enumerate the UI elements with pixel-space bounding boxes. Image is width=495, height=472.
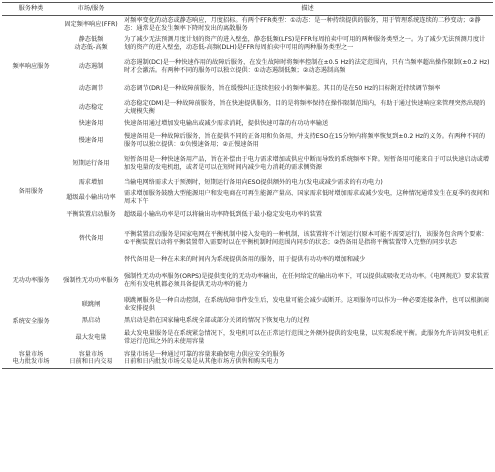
service-category: 系统安全服务 [12, 317, 50, 325]
service-description: 平衡装置启动服务是国家电网在平衡机制中接入发电的一种机制，该装置将不计划运行(原本可能不需要运行)，该服务包含两个要素：①平衡装置启动将平衡装置带入需要时以在平衡机制时间范围内同步的状态；②热备用是指将平衡装置带入完整的同步状态 [124, 230, 488, 246]
service-name: 容量市场 日前和日内交易 [60, 349, 122, 369]
service-name: 强制性无功功率服务 [63, 276, 119, 284]
service-description: 容量市场是一种通过可靠的容量来确保电力供应安全的服务 日前和日内批发市场交易是从其他市场方供售和购买电力 [122, 349, 493, 369]
service-name: 黑启动 [81, 316, 101, 324]
service-name: 平衡装置启动服务 [66, 210, 116, 218]
table-row [2, 315, 493, 327]
service-description: 快速备用通过增加发电输出或减少需求消耗，提供快速可靠的有功功率输送 [124, 120, 329, 128]
header-category: 服务种类 [2, 3, 60, 16]
table-row [2, 16, 493, 34]
table-row [2, 206, 493, 224]
service-description: 动态遏制(DC)是一种快速作用的故障后服务，在发生故障时将频率控制在±0.5 Hz的法定范围内，只有当频率超出操作限制(±0.2 Hz)时才会激活。有两种不同的服务可以独立提供：①动态遏制低频；②动态遏制高频 [124, 58, 490, 74]
service-description: 最大发电量服务是在系统紧急情况下，发电机可以在正常运行范围之外额外提供的发电量，以实现系统平衡。此服务允许访问发电机正常运行范围之外的未使用容量 [124, 329, 490, 345]
service-description: 联跳闸服务是一种自动控制，在系统故障事件发生后，发电量可能会减少或断开。这项服务可以作为一种必要连接条件，也可以根据商业安排提供 [124, 296, 490, 312]
service-description: 慢速备用是一种故障后服务，旨在提供不同的正备用和负备用，并支持ESO在15分钟内将频率恢复到±0.2 Hz的义务。有两种不同的服务可以独立提供：①负慢速备用；②正慢速备用 [124, 132, 486, 148]
table-row [2, 295, 493, 315]
service-name: 动态稳定 [78, 103, 104, 111]
service-description: 为了减少无法预测月度计划的资产的进入壁垒，静态低频(LFS)是FFR每周拍卖中可用的两种服务类型之一。为了减少无法预测月度计划的资产的进入壁垒，动态低-高频(DLH)是FFR每周拍卖中可用的两种服务类型之一 [124, 35, 486, 51]
table-row [2, 131, 493, 151]
service-description: 强制性无功功率服务(ORPS)是提供变化的无功功率输出，在任何给定的输出功率下，可以提供或吸收无功功率。《电网规范》要求装置在所有发电机都必须具备提供无功功率的能力 [124, 272, 490, 288]
service-description: 短暂备用是一种快速备用产品，旨在补偿由于电力需求增加或供应中断而导致的系统频率下降。短暂备用可能来自于可以快速启动或增加发电量的发电机组，或者是可以在短时间内减少电力消耗的需求侧资源 [124, 155, 490, 171]
service-name: 超级最小输出功率 [66, 193, 116, 201]
header-description: 描述 [122, 3, 493, 16]
table-row [2, 224, 493, 254]
service-category: 容量市场 电力批发市场 [2, 349, 60, 369]
services-table [2, 2, 493, 369]
service-name: 动态遏制 [78, 62, 104, 70]
table-row [2, 98, 493, 118]
service-description: 需求增加服务鼓励大型能源用户和发电商在可再生能源产量高、国家需求低时增加需求或减少发电，这种情况通常发生在夏季的夜间和周末下午 [124, 189, 490, 205]
service-description: 黑启动是指在国家输电系统全部或部分关闭的情况下恢复电力的过程 [124, 316, 310, 324]
service-description: 动态稳定(DM)是一种故障前服务，旨在快速提供服务，目的是将频率保持在操作限制范围内，有助于通过快速响应来管理突然出现的大规模失衡 [124, 99, 486, 115]
service-description: 当输电网络需求大于预测时，短期运行备用向ESO提供额外的电力(发电或减少需求的有功电力) [124, 179, 383, 187]
table-body [2, 16, 493, 369]
table-row [2, 349, 493, 369]
service-name: 动态调节 [78, 84, 104, 92]
table-row [2, 34, 493, 54]
service-name: 联跳闸 [81, 300, 101, 308]
service-name [60, 254, 122, 267]
service-category: 备用服务 [18, 188, 44, 196]
service-name: 短期运行备用 [72, 159, 110, 167]
table-row [2, 190, 493, 206]
table-row [2, 151, 493, 177]
header-service: 市场/服务 [60, 3, 122, 16]
service-name: 最大发电量 [75, 333, 107, 341]
service-name: 静态低频 动态低-高频 [74, 35, 108, 51]
table-row [2, 327, 493, 349]
service-name: 替代备用 [78, 234, 104, 242]
service-description: 超级最小输出功率是可以将输出功率降低到低于最小稳定发电功率的装置 [124, 210, 322, 218]
table-row [2, 118, 493, 131]
table-row [2, 177, 493, 190]
service-description: 对频率变化的动态或静态响应，月度招标。有两个FFR类型：①动态：是一种持续提供的服务，用于管理系统连续的二秒变动；②静态：通常是在发生频率下降时发出的离散服务 [124, 17, 481, 32]
table-header-row [2, 3, 493, 16]
service-name: 需求增加 [78, 179, 104, 187]
table-row [2, 267, 493, 295]
service-name: 固定频率响应(FFR) [64, 20, 118, 28]
service-category: 频率响应服务 [12, 62, 50, 70]
service-name: 慢速备用 [78, 136, 104, 144]
service-description: 替代备用是一种在未来的时间内为系统提供备用的服务，用于提供有功功率的增加和减少 [124, 256, 366, 264]
service-category: 无功功率服务 [12, 276, 50, 284]
table-row [2, 54, 493, 80]
table-row [2, 80, 493, 98]
service-name: 快速备用 [78, 120, 104, 128]
service-description: 动态调节(DR)是一种故障前服务，旨在缓慢纠正连续但较小的频率偏差。其目的是在50 Hz的目标附近持续调节频率 [124, 84, 441, 92]
table-row [2, 254, 493, 267]
